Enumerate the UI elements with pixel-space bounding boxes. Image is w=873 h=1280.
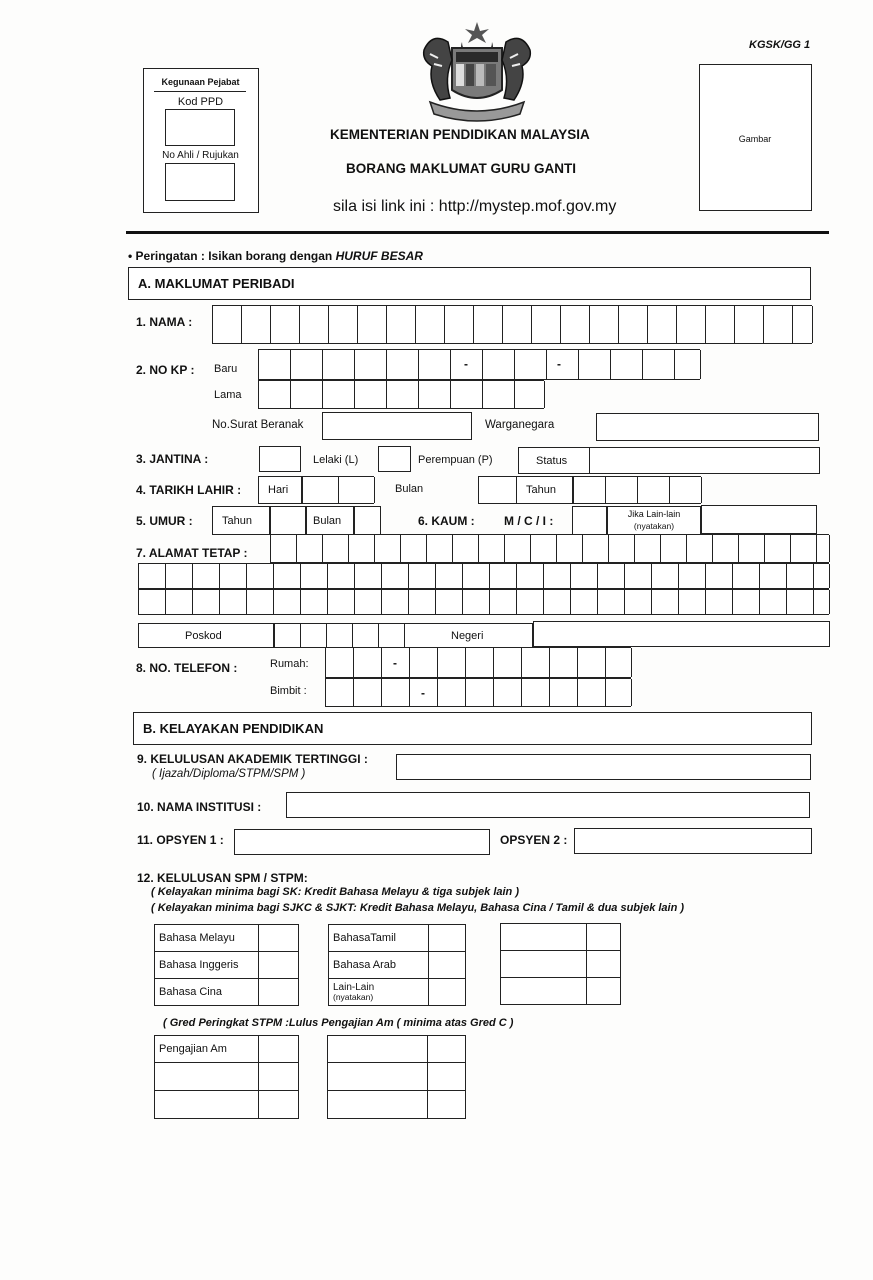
perempuan-checkbox[interactable] [378,446,411,472]
bulan-label: Bulan [395,483,424,495]
perempuan-label: Perempuan (P) [418,454,493,466]
grade-field[interactable] [259,952,299,979]
divider [154,91,246,92]
table-row [328,1036,466,1063]
umur-bulan-cell [306,506,354,535]
bimbit-telefon-field[interactable] [325,678,631,707]
photo-label: Gambar [738,134,772,144]
rumah-dash: - [393,656,397,670]
pengajian-am-label: Pengajian Am [155,1036,259,1063]
umur-tahun-label: Tahun [222,515,252,527]
link-text: sila isi link ini : http://mystep.mof.gov.my [333,198,617,215]
opsyen1-label: 11. OPSYEN 1 : [137,833,224,847]
nokp-dash-2: - [557,357,561,371]
stpm-table-right [327,1035,466,1119]
table-row [155,1063,299,1091]
umur-bulan-label: Bulan [313,515,342,527]
grade-field[interactable] [259,1091,299,1119]
table-row [329,979,466,1006]
kelulusan-field[interactable] [396,754,811,780]
kod-ppd-field[interactable] [165,109,235,146]
no-ahli-field[interactable] [165,163,235,201]
subjects-table-left [154,924,299,1006]
table-row [328,1063,466,1091]
tahun-field[interactable] [573,476,701,504]
subject-cell: Bahasa Melayu [155,925,259,952]
kaum-lain-field[interactable] [701,505,817,534]
poskod-label-cell [138,623,274,648]
grade-field[interactable] [259,979,299,1006]
negeri-label: Negeri [451,630,484,642]
grade-field[interactable] [429,979,466,1006]
table-row [155,952,299,979]
lain-lain-note: (nyatakan) [333,991,374,1002]
opsyen2-field[interactable] [574,828,812,854]
poskod-label: Poskod [185,630,222,642]
jantina-label: 3. JANTINA : [136,452,209,466]
grade-field[interactable] [587,978,621,1005]
grade-field[interactable] [259,925,299,952]
table-row [328,1091,466,1119]
tahun-label: Tahun [526,484,556,496]
grade-field[interactable] [429,952,466,979]
grade-field[interactable] [428,1036,466,1063]
form-code: KGSK/GG 1 [749,39,811,51]
alamat-label: 7. ALAMAT TETAP : [136,546,248,560]
subject-field[interactable] [328,1036,428,1063]
hari-label: Hari [268,484,289,496]
table-row [155,1036,299,1063]
kod-ppd-label: Kod PPD [177,96,224,108]
subject-field[interactable] [501,951,587,978]
subject-cell: BahasaTamil [329,925,429,952]
umur-bulan-field[interactable] [354,506,381,535]
nokp-lama-field[interactable] [258,380,544,409]
grade-field[interactable] [587,924,621,951]
opsyen1-field[interactable] [234,829,490,855]
subject-cell-lain [329,979,429,1006]
kelulusan-hint: ( Ijazah/Diploma/STPM/SPM ) [152,768,306,780]
nokp-label: 2. NO KP : [136,363,195,377]
office-use-title: Kegunaan Pejabat [161,77,240,87]
form-title: BORANG MAKLUMAT GURU GANTI [346,161,576,176]
rumah-telefon-field[interactable] [325,647,631,678]
nokp-baru-field[interactable] [258,349,700,380]
bulan-field[interactable] [478,476,516,504]
kaum-lain-label: Jika Lain-lain [627,509,681,519]
table-row [155,979,299,1006]
table-row [329,952,466,979]
surat-beranak-field[interactable] [322,412,472,440]
lain-lain-label: Lain-Lain [333,981,375,993]
lama-label: Lama [214,389,242,401]
grade-field[interactable] [259,1063,299,1091]
spm-label: 12. KELULUSAN SPM / STPM: [137,871,308,885]
baru-label: Baru [214,363,238,375]
office-use-box [143,68,259,213]
status-label: Status [536,455,568,467]
subjects-table-mid [328,924,466,1006]
photo-box [699,64,812,211]
kaum-options: M / C / I : [504,514,554,528]
table-row [501,951,621,978]
poskod-field[interactable] [274,623,404,648]
hari-label-cell [258,476,302,504]
header-divider [126,231,829,234]
subject-cell: Bahasa Arab [329,952,429,979]
hari-field[interactable] [302,476,374,504]
tarikh-lahir-label: 4. TARIKH LAHIR : [136,483,242,497]
rumah-label: Rumah: [270,658,309,670]
umur-tahun-cell [212,506,270,535]
kaum-lain-label-cell [607,506,701,535]
tahun-label-cell [516,476,573,504]
kaum-field[interactable] [572,506,607,535]
coat-of-arms-emblem [414,20,540,122]
table-row [501,924,621,951]
nokp-dash-1: - [464,357,468,371]
warganegara-label: Warganegara [485,419,555,431]
negeri-label-cell [404,623,533,648]
subject-field[interactable] [328,1063,428,1091]
section-a-header: A. MAKLUMAT PERIBADI [128,267,811,300]
subject-field[interactable] [501,924,587,951]
negeri-field[interactable] [533,621,830,647]
subject-field[interactable] [155,1063,259,1091]
nama-label: 1. NAMA : [136,315,193,329]
grade-field[interactable] [587,951,621,978]
umur-tahun-field[interactable] [270,506,306,535]
status-field[interactable] [518,447,820,474]
umur-label: 5. UMUR : [136,514,193,528]
bimbit-dash: - [421,686,425,700]
lelaki-label: Lelaki (L) [313,454,359,466]
grade-field[interactable] [259,1036,299,1063]
subject-field[interactable] [501,978,587,1005]
grade-field[interactable] [429,925,466,952]
telefon-label: 8. NO. TELEFON : [136,661,238,675]
table-row [155,1091,299,1119]
kaum-lain-note: (nyatakan) [633,521,675,531]
alamat-line-1[interactable] [270,534,829,563]
subject-cell: Bahasa Cina [155,979,259,1006]
table-row [501,978,621,1005]
alamat-line-3[interactable] [138,589,829,615]
subject-field[interactable] [328,1091,428,1119]
grade-field[interactable] [428,1063,466,1091]
grade-field[interactable] [428,1091,466,1119]
table-row [329,925,466,952]
no-ahli-label: No Ahli / Rujukan [162,150,239,161]
ministry-title: KEMENTERIAN PENDIDIKAN MALAYSIA [330,127,590,142]
lelaki-checkbox[interactable] [259,446,301,472]
surat-beranak-label: No.Surat Beranak [212,419,304,431]
stpm-table-left [154,1035,299,1119]
spm-note-1: ( Kelayakan minima bagi SK: Kredit Bahasa Melayu & tiga subjek lain ) [151,886,519,898]
section-b-header: B. KELAYAKAN PENDIDIKAN [133,712,812,745]
subject-field[interactable] [155,1091,259,1119]
alamat-line-2[interactable] [138,563,829,589]
subjects-table-right [500,923,621,1005]
spm-note-2: ( Kelayakan minima bagi SJKC & SJKT: Kredit Bahasa Melayu, Bahasa Cina / Tamil & dua subjek lain ) [151,902,685,914]
warning-note [128,250,423,262]
institusi-label: 10. NAMA INSTITUSI : [137,800,262,814]
stpm-note: ( Gred Peringkat STPM :Lulus Pengajian Am ( minima atas Gred C ) [163,1017,514,1029]
kaum-label: 6. KAUM : [418,514,475,528]
kelulusan-label: 9. KELULUSAN AKADEMIK TERTINGGI : [137,752,368,766]
institusi-field[interactable] [286,792,810,818]
warganegara-field[interactable] [596,413,819,441]
nama-field[interactable] [212,305,812,344]
table-row [155,925,299,952]
bimbit-label: Bimbit : [270,685,307,697]
opsyen2-label: OPSYEN 2 : [500,833,568,847]
warning-text: Peringatan : Isikan borang dengan [135,249,336,263]
bullet: • [128,249,136,263]
subject-cell: Bahasa Inggeris [155,952,259,979]
warning-emphasis: HURUF BESAR [335,249,423,263]
